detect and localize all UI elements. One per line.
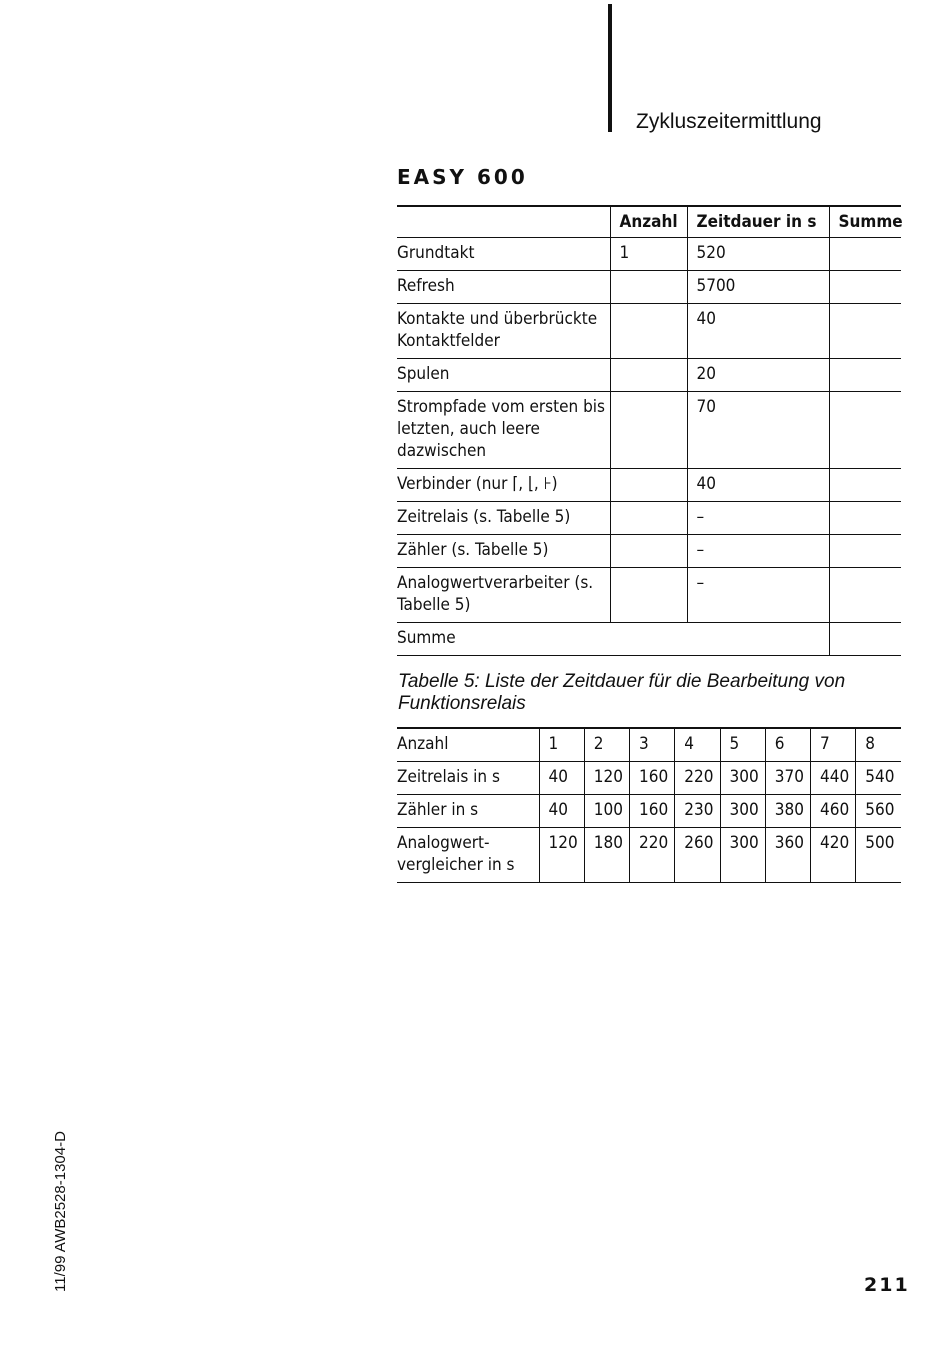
cell-value: 100 — [584, 795, 629, 828]
table-row — [397, 270, 901, 303]
row-summe — [829, 567, 901, 622]
row-summe — [829, 237, 901, 270]
cell-value: 160 — [630, 795, 675, 828]
page-number: 211 — [864, 1274, 910, 1296]
function-relay-table — [397, 727, 901, 883]
row-anzahl — [610, 391, 687, 468]
row-zeit: 520 — [687, 237, 829, 270]
row-summe — [829, 391, 901, 468]
document-code: 11/99 AWB2528-1304-D — [52, 1131, 69, 1292]
table-row — [397, 303, 901, 358]
row-anzahl — [610, 468, 687, 501]
total-summe — [829, 622, 901, 655]
row-summe — [829, 468, 901, 501]
page-header-title: Zykluszeitermittlung — [636, 110, 822, 133]
row-label: Grundtakt — [397, 237, 610, 270]
cell-value: 2 — [584, 728, 629, 762]
cell-value: 160 — [630, 762, 675, 795]
cell-value: 540 — [856, 762, 901, 795]
table-row — [397, 728, 901, 762]
cell-value: 370 — [765, 762, 810, 795]
cell-value: 3 — [630, 728, 675, 762]
cell-value: 1 — [539, 728, 584, 762]
cell-value: 5 — [720, 728, 765, 762]
cell-value: 440 — [811, 762, 856, 795]
row-summe — [829, 270, 901, 303]
row-zeit: – — [687, 501, 829, 534]
cell-value: 8 — [856, 728, 901, 762]
cell-value: 380 — [765, 795, 810, 828]
row-zeit: 70 — [687, 391, 829, 468]
row-zeit: 40 — [687, 303, 829, 358]
cell-value: 7 — [811, 728, 856, 762]
row-label: Analogwert-vergleicher in s — [397, 828, 539, 883]
table-row — [397, 795, 901, 828]
row-summe — [829, 358, 901, 391]
cell-value: 420 — [811, 828, 856, 883]
cell-value: 120 — [539, 828, 584, 883]
row-anzahl: 1 — [610, 237, 687, 270]
table-row — [397, 468, 901, 501]
table-header-row — [397, 206, 901, 237]
row-label: Anzahl — [397, 728, 539, 762]
header-cell-summe: Summe — [829, 206, 901, 237]
section-title: EASY 600 — [397, 165, 528, 189]
cell-value: 460 — [811, 795, 856, 828]
row-anzahl — [610, 534, 687, 567]
total-label: Summe — [397, 622, 829, 655]
cell-value: 40 — [539, 762, 584, 795]
row-summe — [829, 501, 901, 534]
cell-value: 4 — [675, 728, 720, 762]
cell-value: 220 — [630, 828, 675, 883]
row-zeit: 5700 — [687, 270, 829, 303]
row-anzahl — [610, 567, 687, 622]
table-row — [397, 391, 901, 468]
table-row — [397, 534, 901, 567]
row-label: Kontakte und überbrückte Kontaktfelder — [397, 303, 610, 358]
table-row — [397, 567, 901, 622]
row-anzahl — [610, 501, 687, 534]
row-zeit: 20 — [687, 358, 829, 391]
row-label: Zähler (s. Tabelle 5) — [397, 534, 610, 567]
cell-value: 120 — [584, 762, 629, 795]
cell-value: 180 — [584, 828, 629, 883]
table-row — [397, 762, 901, 795]
cell-value: 6 — [765, 728, 810, 762]
header-cell-zeitdauer: Zeitdauer in s — [687, 206, 829, 237]
row-summe — [829, 534, 901, 567]
row-label: Analogwertverarbeiter (s. Tabelle 5) — [397, 567, 610, 622]
row-label: Zähler in s — [397, 795, 539, 828]
table-caption: Tabelle 5: Liste der Zeitdauer für die Bearbeitung von Funktionsrelais — [398, 671, 846, 714]
cell-value: 40 — [539, 795, 584, 828]
table-row — [397, 828, 901, 883]
row-zeit: – — [687, 567, 829, 622]
margin-bar — [608, 4, 612, 132]
row-anzahl — [610, 303, 687, 358]
cell-value: 300 — [720, 828, 765, 883]
table-row — [397, 358, 901, 391]
row-label: Verbinder (nur ⌈, ⌊, ⊦) — [397, 468, 610, 501]
header-cell-anzahl: Anzahl — [610, 206, 687, 237]
cell-value: 260 — [675, 828, 720, 883]
header-cell-blank — [397, 206, 610, 237]
row-label: Strompfade vom ersten bis letzten, auch leere dazwischen — [397, 391, 610, 468]
cell-value: 300 — [720, 762, 765, 795]
cell-value: 500 — [856, 828, 901, 883]
cell-value: 220 — [675, 762, 720, 795]
row-label: Zeitrelais in s — [397, 762, 539, 795]
cell-value: 230 — [675, 795, 720, 828]
cell-value: 360 — [765, 828, 810, 883]
cell-value: 300 — [720, 795, 765, 828]
table-row-total — [397, 622, 901, 655]
table-row — [397, 237, 901, 270]
row-label: Refresh — [397, 270, 610, 303]
row-anzahl — [610, 270, 687, 303]
table-row — [397, 501, 901, 534]
row-label: Zeitrelais (s. Tabelle 5) — [397, 501, 610, 534]
cycle-time-table — [397, 205, 901, 656]
cell-value: 560 — [856, 795, 901, 828]
row-anzahl — [610, 358, 687, 391]
row-zeit: – — [687, 534, 829, 567]
row-summe — [829, 303, 901, 358]
row-label: Spulen — [397, 358, 610, 391]
row-zeit: 40 — [687, 468, 829, 501]
